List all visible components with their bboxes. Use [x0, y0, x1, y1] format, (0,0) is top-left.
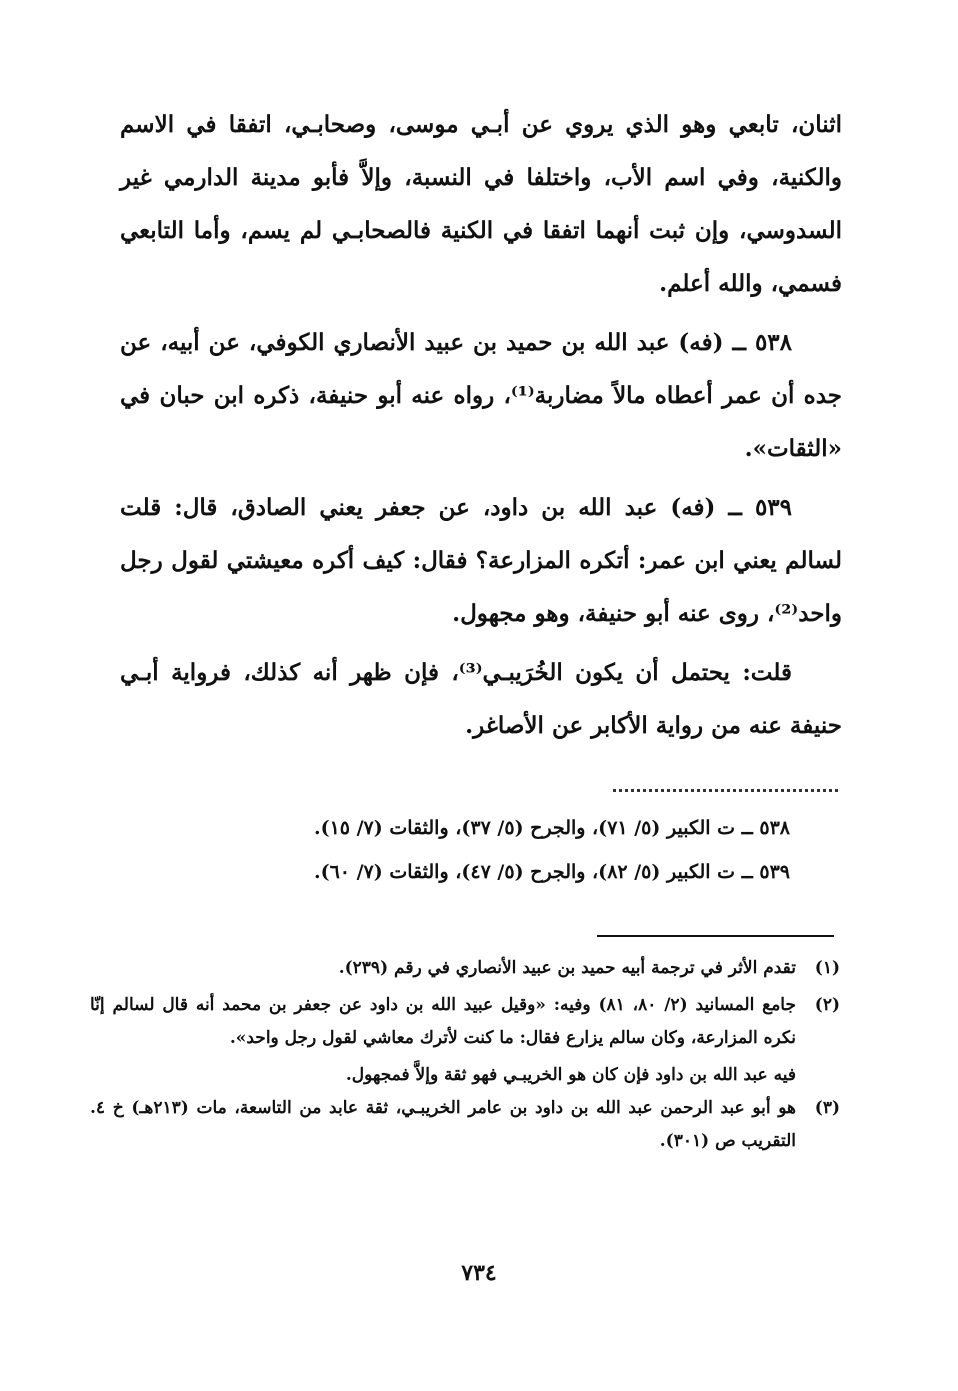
page-number: ٧٣٤	[461, 1260, 497, 1286]
paragraph-intro: اثنان، تابعي وهو الذي يروي عن أبـي موسى، وصحابـي، اتفقا في الاسم والكنية، وفي اسم الأب، واختلفا في النسبة، وإلاَّ فأبو مدينة الدارمي غير السدوسي، وإن ثبت أنهما اتفقا في الكنية فالصحابـي لم يسم، وأما التابعي فسمي، والله أعلم.	[120, 111, 842, 297]
main-text	[120, 98, 842, 758]
entry-539: ٥٣٩ ــ (فه) عبد الله بن داود، عن جعفر يعني الصادق، قال: قلت لسالم يعني ابن عمر: أتكره المزارعة؟ فقال: كيف أكره معيشتي لقول رجل واحد⁽²⁾، روى عنه أبو حنيفة، وهو مجهول.	[120, 494, 842, 627]
footnote-2-remark: فيه عبد الله بن داود فإن كان هو الخريبـي فهو ثقة وإلاَّ فمجهول.	[345, 1065, 796, 1085]
footnote-number: (١)	[814, 958, 840, 978]
footnote-number: (٣)	[814, 1098, 840, 1118]
paragraph-comment: قلت: يحتمل أن يكون الخُرَيبـي⁽³⁾، فإن ظهر أنه كذلك، فرواية أبـي حنيفة عنه من رواية الأكابر عن الأصاغر.	[120, 659, 842, 739]
source-539: ٥٣٩ ــ ت الكبير (٥/ ٨٢)، والجرح (٥/ ٤٧)، والثقات (٧/ ٦٠).	[313, 861, 790, 883]
sources-list	[200, 806, 790, 894]
footnote-text: هو أبو عبد الرحمن عبد الله بن داود بن عامر الخريبـي، ثقة عابد من التاسعة، مات (٢١٣هـ) خ ٤. التقريب ص (٣٠١).	[90, 1098, 796, 1151]
footnote-text: جامع المسانيد (٢/ ٨٠، ٨١) وفيه: «وقيل عبيد الله بن داود عن جعفر بن محمد أنه قال لسالم إنّا نكره المزارعة، وكان سالم يزارع فقال: ما كنت لأترك معاشي لقول رجل واحد».	[90, 995, 796, 1048]
footnote-1	[90, 952, 840, 985]
source-538: ٥٣٨ ــ ت الكبير (٥/ ٧١)، والجرح (٥/ ٣٧)، والثقات (٧/ ١٥).	[313, 817, 790, 839]
footnotes	[90, 952, 840, 1162]
footnote-text: تقدم الأثر في ترجمة أبيه حميد بن عبيد الأنصاري في رقم (٢٣٩).	[338, 958, 796, 978]
footnote-number: (٢)	[814, 995, 840, 1015]
footnote-2	[90, 989, 840, 1055]
dotted-separator	[613, 789, 838, 792]
entry-538: ٥٣٨ ــ (فه) عبد الله بن حميد بن عبيد الأنصاري الكوفي، عن أبيه، عن جده أن عمر أعطاه مالاً مضاربة⁽¹⁾، رواه عنه أبو حنيفة، ذكره ابن حبان في «الثقات».	[120, 329, 842, 462]
footnote-3	[90, 1092, 840, 1158]
footnote-rule	[597, 935, 834, 937]
